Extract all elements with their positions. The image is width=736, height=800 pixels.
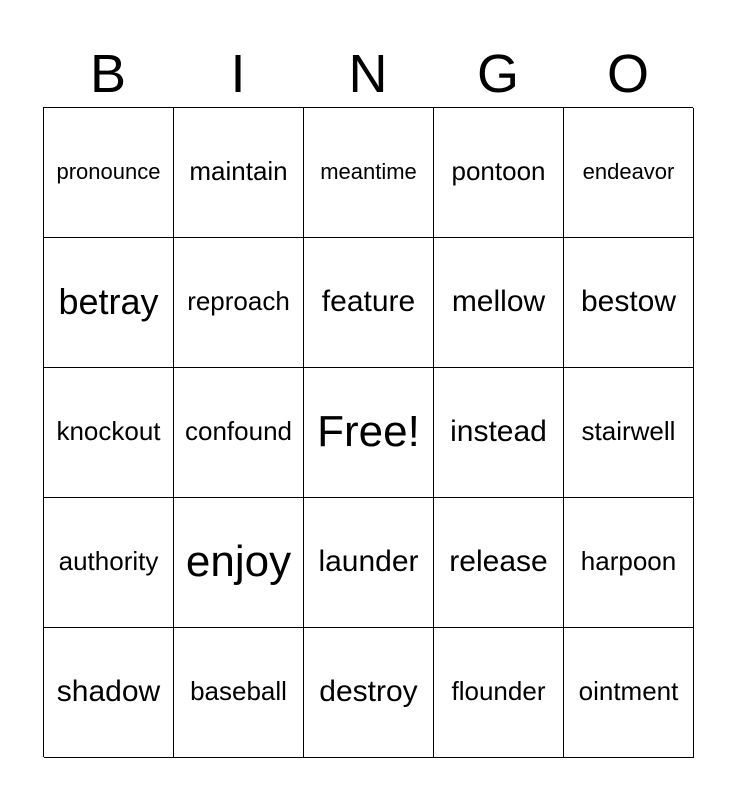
header-letter-i: I [230,44,246,104]
bingo-cell[interactable]: pontoon [434,108,564,238]
bingo-cell[interactable]: feature [304,238,434,368]
bingo-cell[interactable]: reproach [174,238,304,368]
bingo-cell[interactable]: bestow [564,238,694,368]
header-letter-n: N [348,44,388,104]
bingo-cell[interactable]: stairwell [564,368,694,498]
header-letter-b: B [89,44,127,104]
bingo-cell[interactable]: confound [174,368,304,498]
bingo-cell[interactable]: harpoon [564,498,694,628]
bingo-cell[interactable]: release [434,498,564,628]
bingo-cell[interactable]: meantime [304,108,434,238]
bingo-cell[interactable]: flounder [434,628,564,758]
bingo-cell[interactable]: mellow [434,238,564,368]
bingo-board [43,107,693,757]
bingo-cell[interactable]: maintain [174,108,304,238]
header-letter-g: G [476,44,519,104]
header-letter-o: O [606,44,649,104]
bingo-cell[interactable]: launder [304,498,434,628]
bingo-cell[interactable]: pronounce [44,108,174,238]
bingo-cell[interactable]: authority [44,498,174,628]
bingo-cell[interactable]: instead [434,368,564,498]
bingo-cell[interactable]: destroy [304,628,434,758]
free-space-cell[interactable]: Free! [304,368,434,498]
bingo-cell[interactable]: enjoy [174,498,304,628]
bingo-cell[interactable]: knockout [44,368,174,498]
bingo-cell[interactable]: ointment [564,628,694,758]
bingo-cell[interactable]: endeavor [564,108,694,238]
bingo-cell[interactable]: shadow [44,628,174,758]
bingo-cell[interactable]: betray [44,238,174,368]
bingo-header [43,40,693,108]
bingo-cell[interactable]: baseball [174,628,304,758]
